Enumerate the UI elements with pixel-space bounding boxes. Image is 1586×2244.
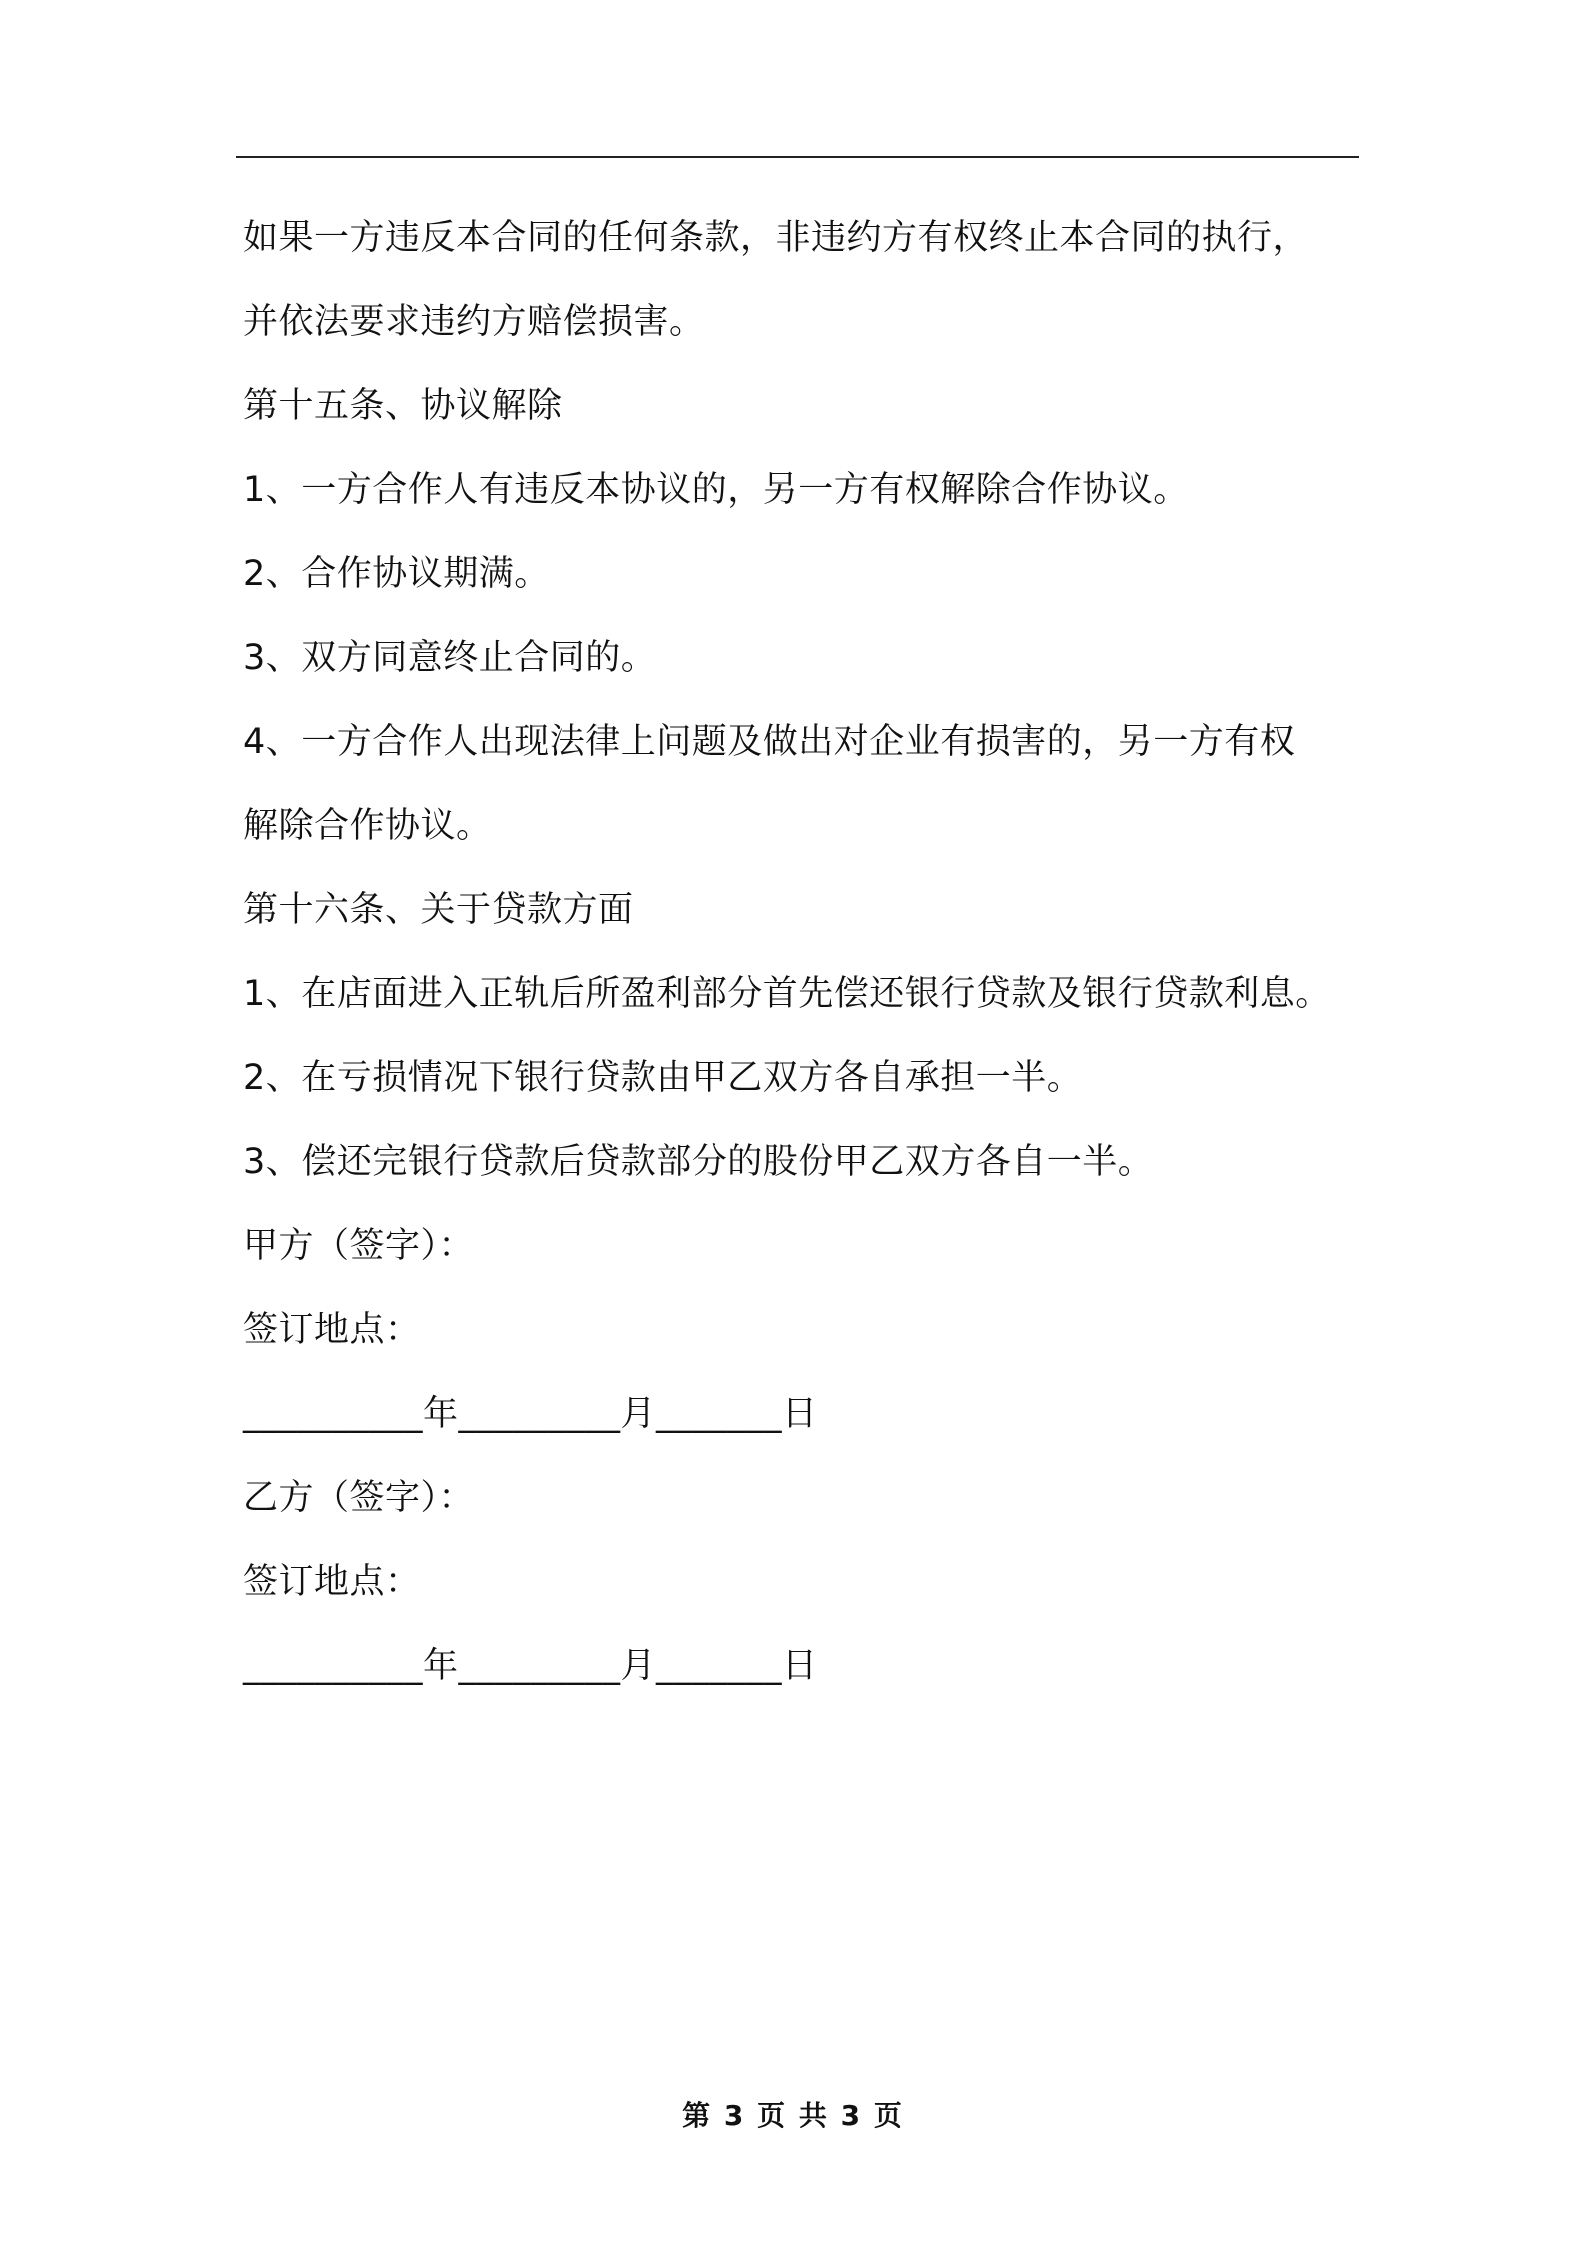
list-item: 2、合作协议期满。 bbox=[243, 554, 550, 594]
list-item: 3、双方同意终止合同的。 bbox=[243, 638, 657, 678]
party-a-signature-label: 甲方（签字）： bbox=[243, 1226, 475, 1266]
list-item: 1、一方合作人有违反本协议的，另一方有权解除合作协议。 bbox=[243, 470, 1189, 510]
list-item: 1、在店面进入正轨后所盈利部分首先偿还银行贷款及银行贷款利息。 bbox=[243, 974, 1331, 1014]
list-item: 2、在亏损情况下银行贷款由甲乙双方各自承担一半。 bbox=[243, 1058, 1083, 1098]
paragraph-line: 如果一方违反本合同的任何条款，非违约方有权终止本合同的执行， bbox=[243, 218, 1309, 258]
party-b-signature-label: 乙方（签字）： bbox=[243, 1478, 475, 1518]
party-a-date-blank: __________年_________月_______日 bbox=[243, 1394, 818, 1434]
section-heading: 第十五条、协议解除 bbox=[243, 386, 563, 426]
party-b-date-blank: __________年_________月_______日 bbox=[243, 1646, 818, 1686]
list-item: 3、偿还完银行贷款后贷款部分的股份甲乙双方各自一半。 bbox=[243, 1142, 1154, 1182]
list-item-continuation: 解除合作协议。 bbox=[243, 806, 492, 846]
header-rule bbox=[236, 156, 1359, 158]
document-body bbox=[243, 196, 1383, 1708]
page-number: 第 3 页 共 3 页 bbox=[682, 2099, 904, 2132]
party-b-location-label: 签订地点： bbox=[243, 1562, 421, 1602]
paragraph-line: 并依法要求违约方赔偿损害。 bbox=[243, 302, 705, 342]
section-heading: 第十六条、关于贷款方面 bbox=[243, 890, 634, 930]
party-a-location-label: 签订地点： bbox=[243, 1310, 421, 1350]
list-item: 4、一方合作人出现法律上问题及做出对企业有损害的，另一方有权 bbox=[243, 722, 1296, 762]
